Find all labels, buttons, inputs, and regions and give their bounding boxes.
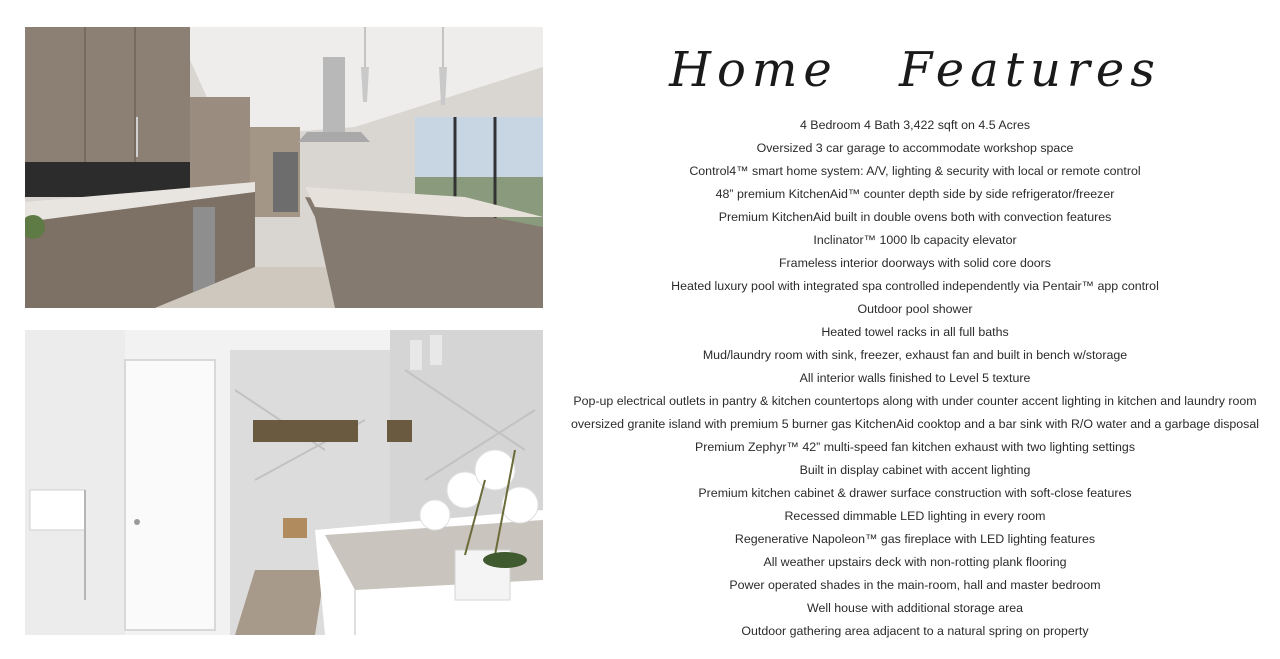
feature-item: Regenerative Napoleon™ gas fireplace with LED lighting features [734,532,1096,546]
feature-item: Recessed dimmable LED lighting in every room [784,509,1046,523]
feature-item: Heated towel racks in all full baths [821,325,1009,339]
home-features-section [560,30,1270,643]
feature-item: All weather upstairs deck with non-rotting plank flooring [763,555,1067,569]
feature-item: Pop-up electrical outlets in pantry & kitchen countertops along with under counter accent lighting in kitchen and laundry room [573,394,1257,408]
feature-item: 4 Bedroom 4 Bath 3,422 sqft on 4.5 Acres [799,118,1031,132]
feature-item: Power operated shades in the main-room, hall and master bedroom [729,578,1101,592]
feature-item: Premium KitchenAid built in double ovens both with convection features [718,210,1112,224]
feature-item: 48” premium KitchenAid™ counter depth side by side refrigerator/freezer [715,187,1115,201]
bathroom-photo [25,330,543,635]
feature-item: Frameless interior doorways with solid core doors [778,256,1051,270]
home-features-heading: Home Features [669,42,1161,98]
feature-item: Well house with additional storage area [806,601,1024,615]
feature-item: All interior walls finished to Level 5 texture [799,371,1031,385]
feature-item: oversized granite island with premium 5 burner gas KitchenAid cooktop and a bar sink with R/O water and a garbage disposal [570,417,1260,431]
feature-item: Premium Zephyr™ 42” multi-speed fan kitchen exhaust with two lighting settings [694,440,1136,454]
kitchen-photo [25,27,543,308]
feature-item: Premium kitchen cabinet & drawer surface construction with soft-close features [698,486,1132,500]
feature-item: Mud/laundry room with sink, freezer, exhaust fan and built in bench w/storage [702,348,1128,362]
feature-item: Outdoor pool shower [857,302,973,316]
features-list [560,114,1270,643]
feature-item: Control4™ smart home system: A/V, lighting & security with local or remote control [689,164,1141,178]
feature-item: Heated luxury pool with integrated spa controlled independently via Pentair™ app control [671,279,1159,293]
feature-item: Built in display cabinet with accent lighting [799,463,1031,477]
feature-item: Inclinator™ 1000 lb capacity elevator [813,233,1017,247]
feature-item: Oversized 3 car garage to accommodate workshop space [756,141,1074,155]
feature-item: Outdoor gathering area adjacent to a natural spring on property [741,624,1089,638]
